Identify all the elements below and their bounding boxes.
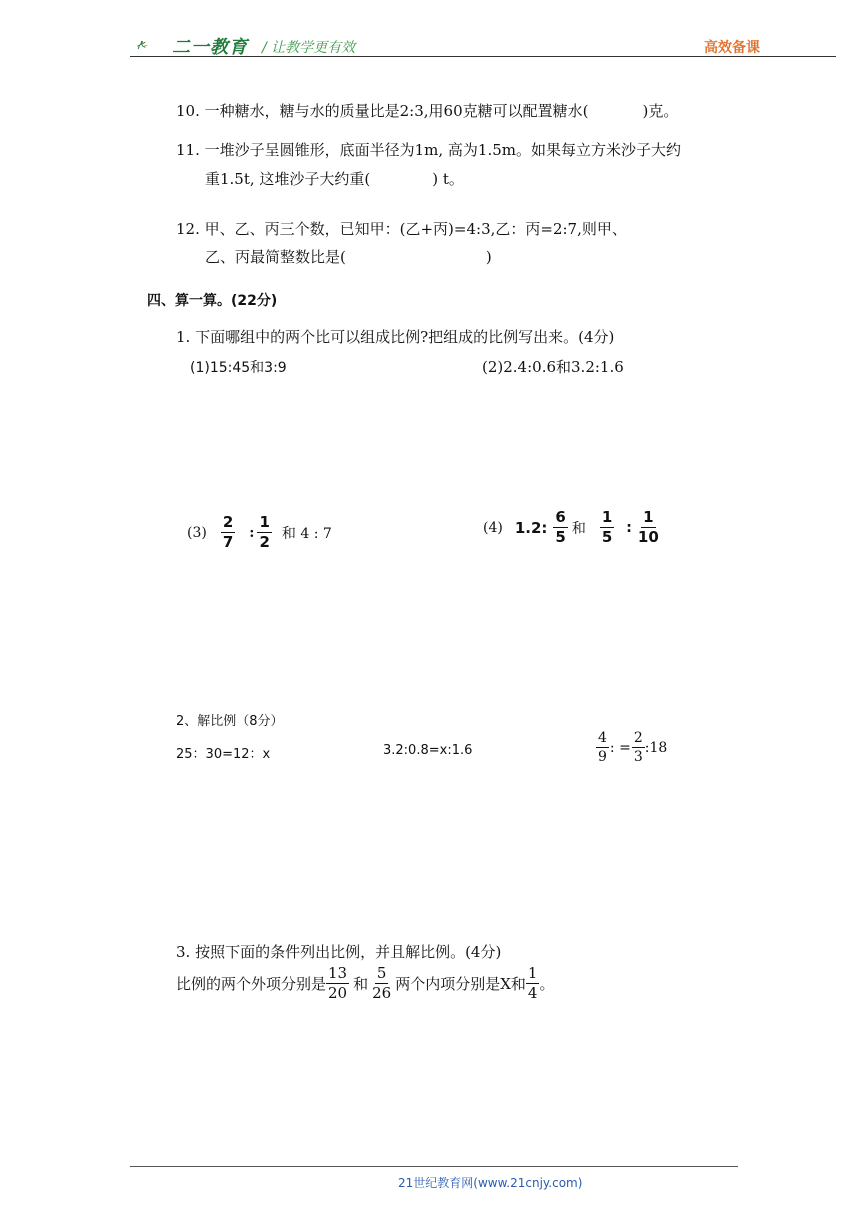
fraction: $\frac{6}{5}$: [555, 508, 566, 546]
problem-1-item-2: (2)2.4:0.6和3.2:1.6: [482, 358, 624, 376]
question-10: 10. 一种糖水，糖与水的质量比是2:3,用60克糖可以配置糖水( )克。: [176, 102, 679, 120]
problem-3-title: 3. 按照下面的条件列出比例，并且解比例。(4分): [176, 943, 502, 961]
question-11-line1: 11. 一堆沙子呈圆锥形，底面半径为1m, 高为1.5m。如果每立方米沙子大约: [176, 141, 682, 159]
section-4-title: 四、算一算。(22分): [147, 293, 278, 309]
fraction: $\frac{2}{3}$: [633, 730, 643, 765]
fraction: $\frac{1}{2}$: [259, 513, 270, 551]
problem-1-item-1: (1)15:45和3:9: [190, 360, 287, 376]
equation-3: $\frac{4}{9}$ : = $\frac{2}{3}$ :18: [598, 730, 668, 765]
header-tag: 高效备课: [704, 40, 760, 56]
footer-divider: [130, 1166, 738, 1167]
problem-1-item-4: (4) 1.2: $\frac{6}{5}$ 和 $\frac{1}{5}$ : $\frac{1}{10}$: [483, 508, 659, 546]
question-12-line1: 12. 甲、乙、丙三个数，已知甲：(乙+丙)=4:3,乙：丙=2:7,则甲、: [176, 220, 627, 238]
fraction: $\frac{4}{9}$: [598, 730, 607, 765]
problem-2-title: 2、解比例（8分）: [176, 714, 284, 729]
equation-2: 3.2:0.8=x:1.6: [383, 743, 473, 758]
fraction: $\frac{13}{20}$: [328, 964, 348, 1002]
fraction: $\frac{5}{26}$: [372, 964, 392, 1002]
slogan: / 让教学更有效: [262, 40, 356, 56]
footer-link[interactable]: 21世纪教育网(www.21cnjy.com): [398, 1176, 583, 1190]
question-12-line2: 乙、丙最简整数比是( ): [205, 248, 492, 266]
fraction: $\frac{1}{5}$: [601, 508, 613, 546]
problem-3-condition: 比例的两个外项分别是 $\frac{13}{20}$ 和 $\frac{5}{26}$ 两个内项分别是X和 $\frac{1}{4}$ 。: [176, 964, 555, 1002]
fraction: $\frac{1}{10}$: [637, 508, 659, 546]
problem-1-title: 1. 下面哪组中的两个比可以组成比例?把组成的比例写出来。(4分): [176, 328, 615, 346]
equation-1: 25：30=12：x: [176, 747, 271, 762]
brand-name: 二一教育: [172, 37, 248, 58]
fraction: $\frac{2}{7}$: [222, 513, 234, 551]
header-divider: [130, 56, 836, 57]
question-11-line2: 重1.5t, 这堆沙子大约重( ) t。: [205, 170, 464, 188]
problem-1-item-3: (3) $\frac{2}{7}$ : $\frac{1}{2}$ 和 4 : 7: [187, 513, 332, 551]
fraction: $\frac{1}{4}$: [527, 964, 538, 1002]
